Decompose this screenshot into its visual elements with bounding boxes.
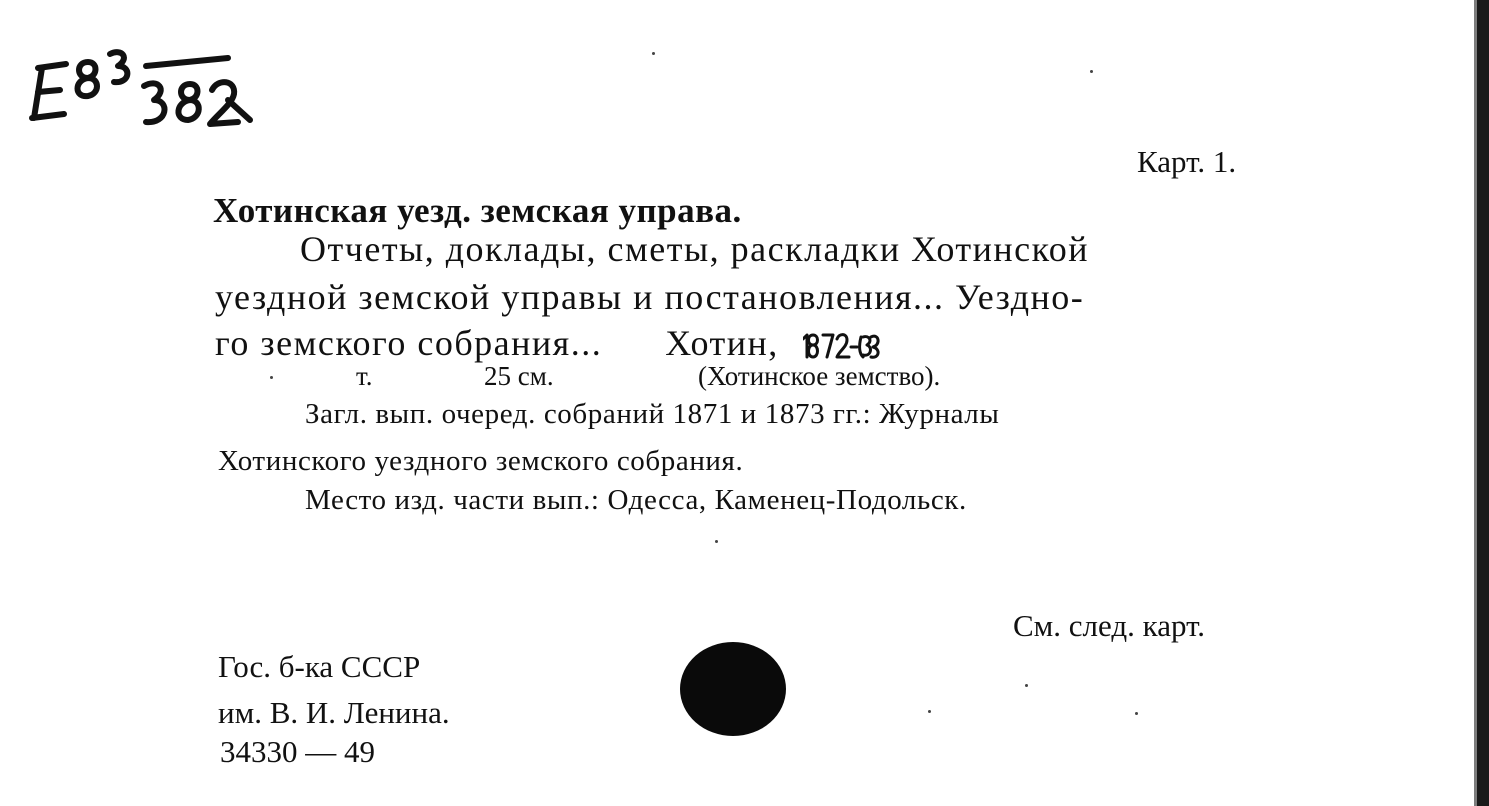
card-edge (1477, 0, 1489, 806)
series-statement: (Хотинское земство). (698, 361, 941, 391)
see-next-card: См. след. карт. (1013, 608, 1206, 643)
speck (270, 376, 273, 379)
library-line-1: Гос. б-ка СССР (218, 649, 421, 684)
handwritten-shelf-mark (22, 40, 262, 140)
speck (1025, 684, 1028, 687)
card-number: Карт. 1. (1137, 144, 1237, 179)
speck (1090, 70, 1093, 73)
speck (715, 540, 718, 543)
title-line-3-text: го земского собрания... Хотин, (215, 323, 790, 363)
note-line-1: Загл. вып. очеред. собраний 1871 и 1873 гг.: Журналы (305, 398, 1000, 430)
note-line-2: Хотинского уездного земского собрания. (218, 445, 744, 477)
punch-hole (680, 642, 786, 736)
speck (1135, 712, 1138, 715)
note-line-3: Место изд. части вып.: Одесса, Каменец-Подольск. (305, 484, 967, 516)
library-line-2: им. В. И. Ленина. (218, 695, 450, 730)
shelf-mark-drawing (22, 40, 262, 140)
main-heading: Хотинская уезд. земская управа. (213, 191, 742, 230)
speck (928, 710, 931, 713)
date-ink-mark (803, 327, 881, 361)
physical-volumes: т. (356, 361, 373, 391)
title-line-1: Отчеты, доклады, сметы, раскладки Хотинской (300, 229, 1090, 269)
physical-size: 25 см. (484, 361, 554, 391)
title-line-2: уездной земской управы и постановления... Уездно- (215, 277, 1085, 317)
speck (652, 52, 655, 55)
library-card-code: 34330 — 49 (220, 734, 375, 769)
title-line-3 (215, 325, 881, 361)
